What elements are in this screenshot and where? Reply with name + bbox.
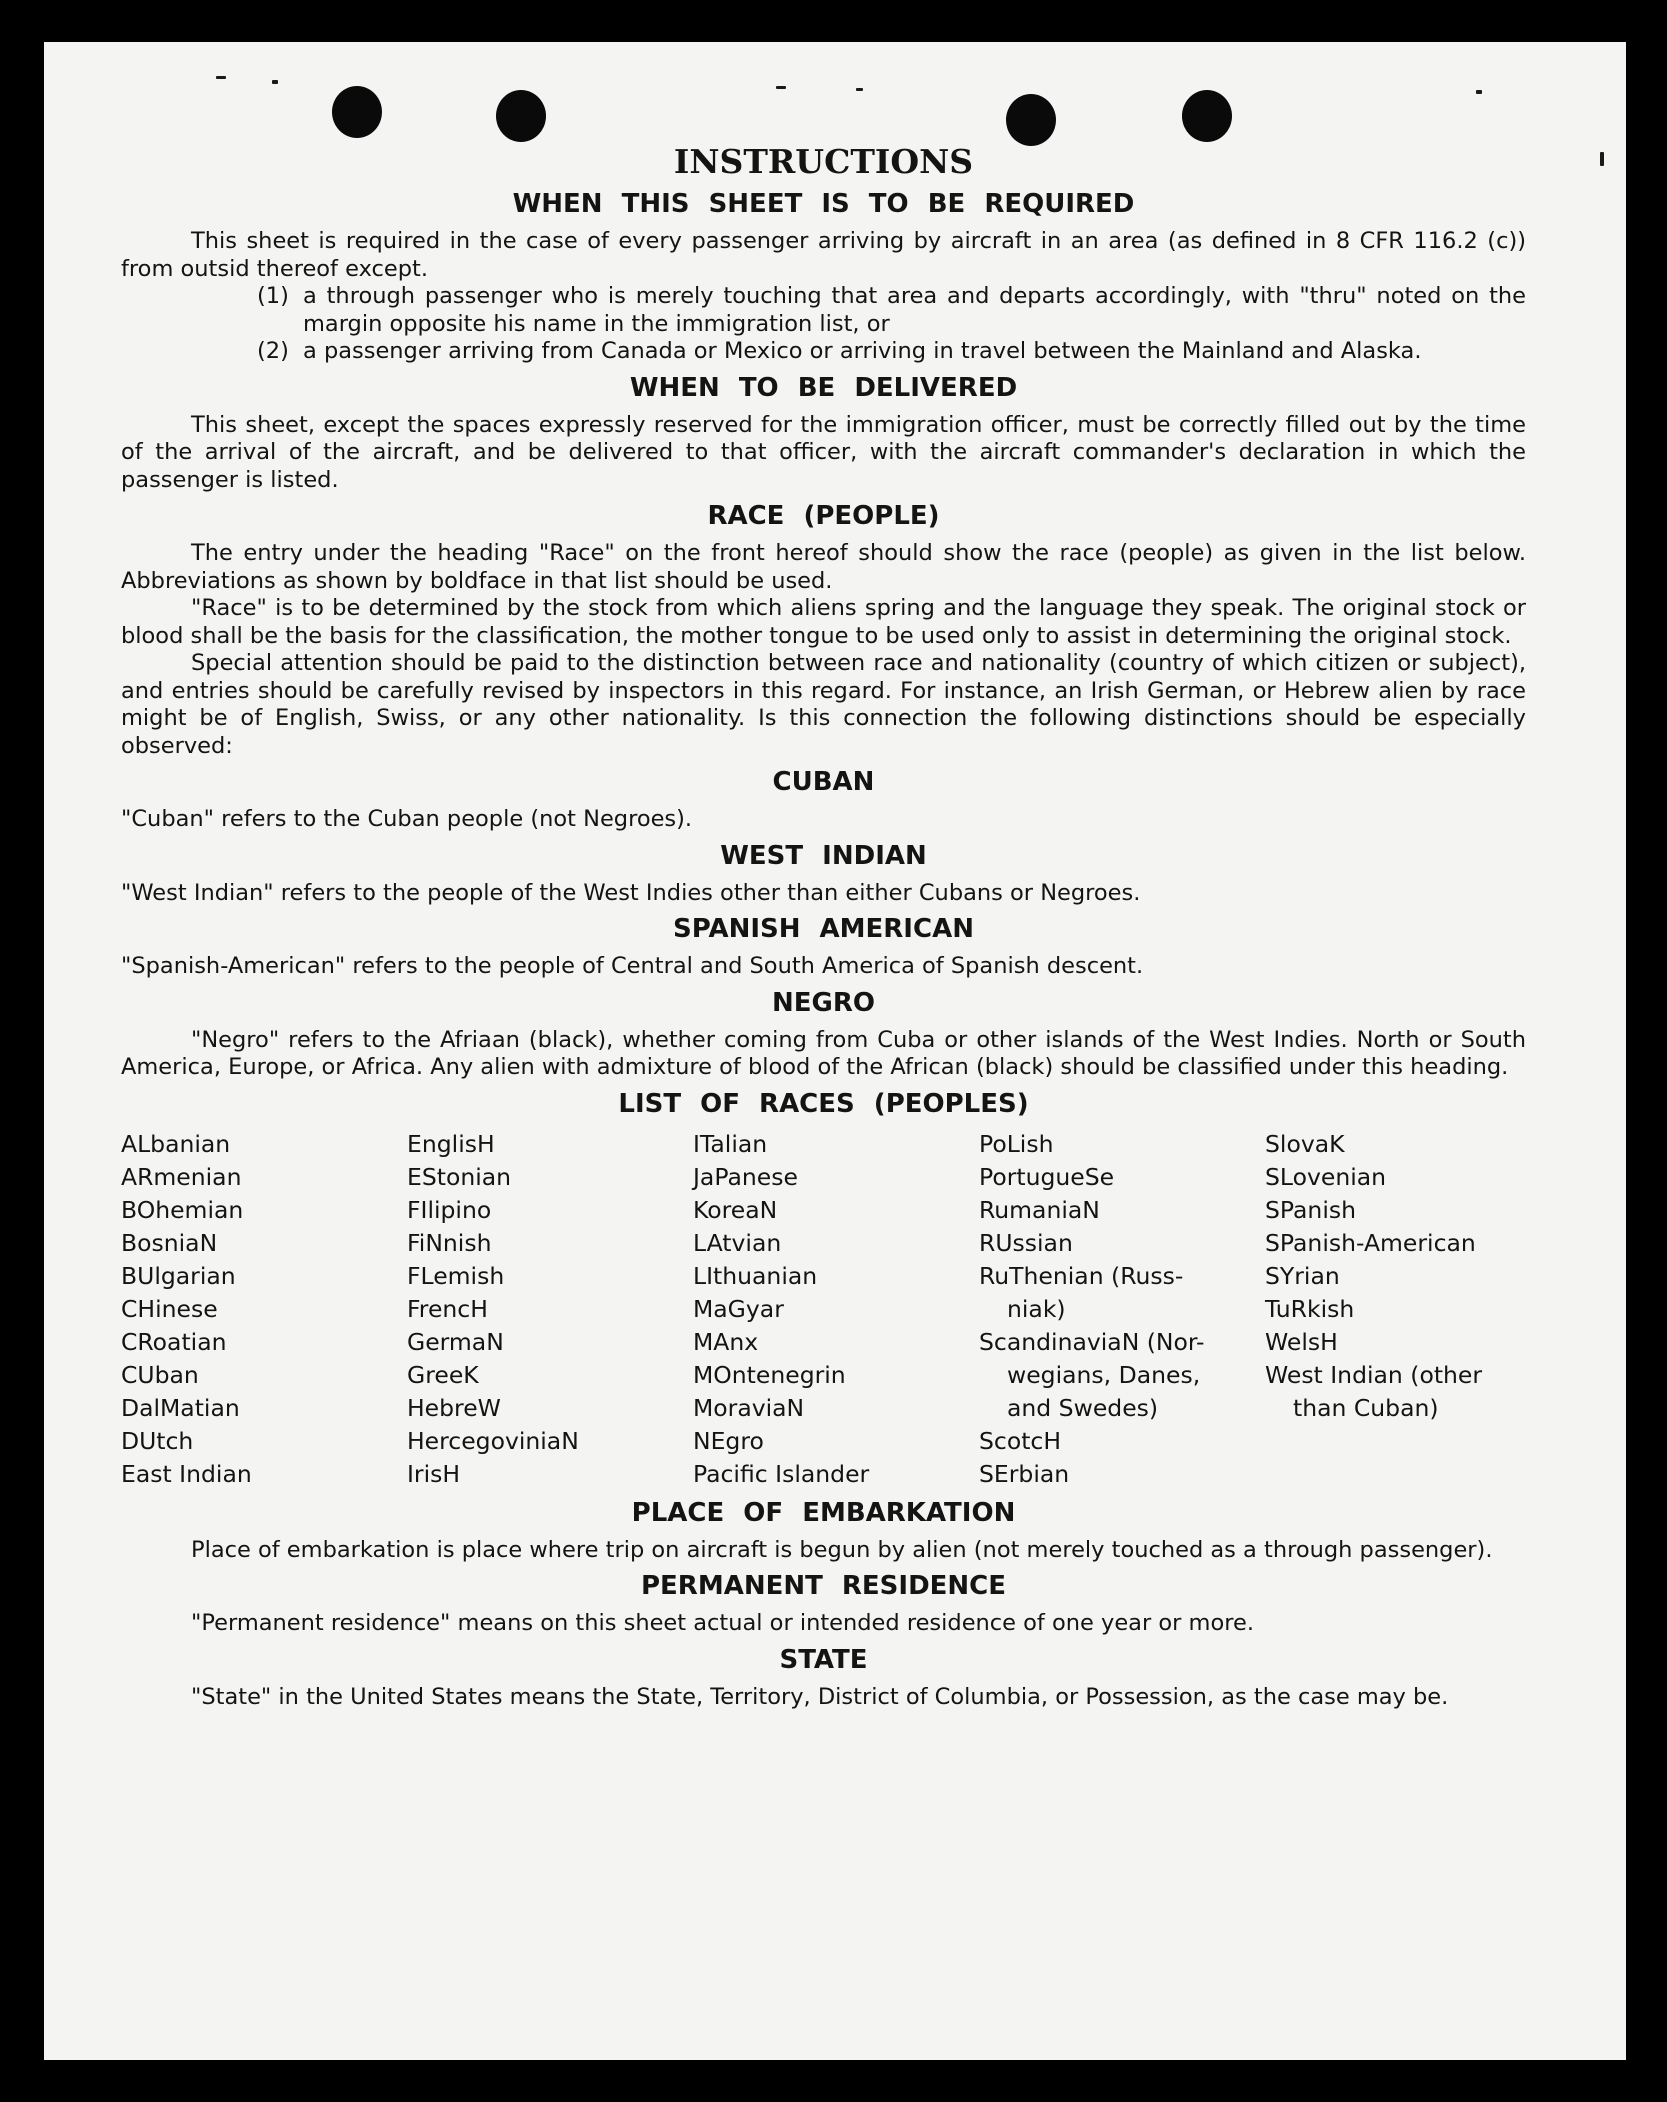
race-entry: LIthuanian bbox=[693, 1261, 818, 1290]
races-column-1 bbox=[121, 1128, 407, 1491]
race-entry: than Cuban) bbox=[1293, 1393, 1439, 1422]
race-entry: Pacific Islander bbox=[693, 1459, 870, 1488]
race-entry: ITalian bbox=[693, 1129, 768, 1158]
races-column-2 bbox=[407, 1128, 693, 1491]
race-entry: wegians, Danes, bbox=[1007, 1360, 1201, 1389]
race-paragraph-2: "Race" is to be determined by the stock from which aliens spring and the language they speak. The original stock or blood shall be the basis for the classification, the mother tongue to be used only to assist in determining the original stock. bbox=[121, 595, 1526, 649]
heading-permanent-residence: PERMANENT RESIDENCE bbox=[640, 1571, 1007, 1601]
races-list bbox=[121, 1128, 1526, 1491]
race-entry: BOhemian bbox=[121, 1195, 244, 1224]
race-entry: CHinese bbox=[121, 1294, 218, 1323]
embarkation-text: Place of embarkation is place where trip on aircraft is begun by alien (not merely touched as a through passenger). bbox=[191, 1536, 1493, 1563]
race-entry: MAnx bbox=[693, 1327, 759, 1356]
heading-spanish-american: SPANISH AMERICAN bbox=[673, 914, 974, 944]
race-entry: ScotcH bbox=[979, 1426, 1062, 1455]
heading-cuban: CUBAN bbox=[772, 767, 875, 797]
race-entry: FrencH bbox=[407, 1294, 488, 1323]
state-text: "State" in the United States means the State, Territory, District of Columbia, or Possession, as the case may be. bbox=[191, 1683, 1449, 1710]
race-entry: RUssian bbox=[979, 1228, 1073, 1257]
race-entry: HebreW bbox=[407, 1393, 501, 1422]
west-indian-text: "West Indian" refers to the people of the West Indies other than either Cubans or Negroes. bbox=[121, 879, 1141, 906]
race-entry: RuThenian (Russ- bbox=[979, 1261, 1184, 1290]
race-entry: IrisH bbox=[407, 1459, 461, 1488]
race-entry: BosniaN bbox=[121, 1228, 218, 1257]
race-entry: FLemish bbox=[407, 1261, 505, 1290]
heading-race: RACE (PEOPLE) bbox=[707, 501, 940, 531]
heading-negro: NEGRO bbox=[772, 987, 875, 1018]
punch-hole bbox=[1006, 94, 1056, 146]
race-entry: SlovaK bbox=[1265, 1129, 1345, 1158]
race-entry: ARmenian bbox=[121, 1162, 242, 1191]
race-entry: KoreaN bbox=[693, 1195, 778, 1224]
race-entry: TuRkish bbox=[1265, 1294, 1355, 1323]
race-entry: SLovenian bbox=[1265, 1162, 1387, 1191]
race-entry: FiNnish bbox=[407, 1228, 492, 1257]
spanish-american-text: "Spanish-American" refers to the people of Central and South America of Spanish descent. bbox=[121, 953, 1144, 979]
race-entry: MaGyar bbox=[693, 1294, 784, 1323]
negro-text: "Negro" refers to the Afriaan (black), whether coming from Cuba or other islands of the West Indies. North or South America, Europe, or Africa. Any alien with admixture of blood of the African (black) should be classified under this heading. bbox=[121, 1026, 1526, 1080]
race-entry: ALbanian bbox=[121, 1129, 231, 1158]
scan-speck bbox=[216, 76, 226, 79]
exception-number: (2) bbox=[257, 338, 289, 364]
race-entry: West Indian (other bbox=[1265, 1360, 1483, 1389]
scan-speck bbox=[1476, 90, 1482, 94]
race-entry: EnglisH bbox=[407, 1129, 495, 1158]
exception-item-1 bbox=[121, 283, 1526, 338]
race-entry: PoLish bbox=[979, 1129, 1054, 1158]
punch-hole bbox=[332, 86, 382, 138]
scan-speck bbox=[1600, 152, 1604, 166]
race-entry: NEgro bbox=[693, 1426, 764, 1455]
races-column-5 bbox=[1265, 1128, 1525, 1491]
heading-state: STATE bbox=[779, 1644, 868, 1675]
race-entry: LAtvian bbox=[693, 1228, 782, 1257]
race-entry: FIlipino bbox=[407, 1195, 492, 1224]
race-paragraph-3: Special attention should be paid to the distinction between race and nationality (country of which citizen or subject), and entries should be carefully revised by inspectors in this regard. For instance, an Irish German, or Hebrew alien by race might be of English, Swiss, or any other nationality. Is this connection the following distinctions should be especially observed: bbox=[121, 650, 1526, 759]
heading-place-of-embarkation: PLACE OF EMBARKATION bbox=[631, 1497, 1016, 1528]
scan-speck bbox=[856, 88, 863, 91]
race-entry: GermaN bbox=[407, 1327, 504, 1356]
race-entry: ScandinaviaN (Nor- bbox=[979, 1327, 1205, 1356]
race-entry: DUtch bbox=[121, 1426, 194, 1455]
race-entry: MoraviaN bbox=[693, 1393, 805, 1422]
scan-speck bbox=[776, 86, 786, 89]
races-column-4 bbox=[979, 1128, 1265, 1491]
heading-when-required: WHEN THIS SHEET IS TO BE REQUIRED bbox=[512, 189, 1135, 219]
race-entry: SErbian bbox=[979, 1459, 1070, 1488]
heading-list-of-races: LIST OF RACES (PEOPLES) bbox=[618, 1088, 1029, 1119]
race-entry: SYrian bbox=[1265, 1261, 1340, 1290]
heading-when-delivered: WHEN TO BE DELIVERED bbox=[629, 372, 1018, 403]
race-entry: SPanish bbox=[1265, 1195, 1356, 1224]
document-sheet bbox=[44, 42, 1626, 2060]
race-entry: GreeK bbox=[407, 1360, 479, 1389]
race-entry: MOntenegrin bbox=[693, 1360, 846, 1389]
race-entry: CRoatian bbox=[121, 1327, 227, 1356]
race-entry: RumaniaN bbox=[979, 1195, 1100, 1224]
race-entry: East Indian bbox=[121, 1459, 252, 1488]
page-title: INSTRUCTIONS bbox=[673, 142, 974, 181]
race-entry: CUban bbox=[121, 1360, 199, 1389]
race-entry: niak) bbox=[1007, 1294, 1066, 1323]
exception-item-2 bbox=[121, 338, 1526, 366]
race-entry: and Swedes) bbox=[1007, 1393, 1159, 1422]
punch-hole bbox=[496, 90, 546, 142]
races-column-3 bbox=[693, 1128, 979, 1491]
residence-text: "Permanent residence" means on this sheet actual or intended residence of one year or more. bbox=[191, 1610, 1254, 1636]
race-entry: JaPanese bbox=[693, 1162, 798, 1191]
race-entry: DalMatian bbox=[121, 1393, 240, 1422]
race-entry: EStonian bbox=[407, 1162, 512, 1191]
delivered-text: This sheet, except the spaces expressly reserved for the immigration officer, must be correctly filled out by the time of the arrival of the aircraft, and be delivered to that officer, with the aircraft commander's declaration in which the passenger is listed. bbox=[121, 411, 1526, 493]
race-entry: WelsH bbox=[1265, 1327, 1338, 1356]
required-intro: This sheet is required in the case of every passenger arriving by aircraft in an area (as defined in 8 CFR 116.2 (c)) from outsid thereof except. bbox=[121, 228, 1526, 282]
race-entry: PortugueSe bbox=[979, 1162, 1115, 1191]
race-entry: BUlgarian bbox=[121, 1261, 236, 1290]
exception-number: (1) bbox=[257, 283, 289, 309]
scan-speck bbox=[272, 80, 278, 84]
punch-hole bbox=[1182, 90, 1232, 142]
instructions-content bbox=[121, 142, 1526, 1711]
exception-text: a passenger arriving from Canada or Mexico or arriving in travel between the Mainland and Alaska. bbox=[303, 338, 1422, 364]
race-paragraph-1: The entry under the heading "Race" on the front hereof should show the race (people) as given in the list below. Abbreviations as shown by boldface in that list should be used. bbox=[121, 540, 1526, 594]
exception-text: a through passenger who is merely touching that area and departs accordingly, with "thru" noted on the margin opposite his name in the immigration list, or bbox=[303, 283, 1526, 337]
race-entry: HercegoviniaN bbox=[407, 1426, 579, 1455]
heading-west-indian: WEST INDIAN bbox=[720, 840, 927, 871]
cuban-text: "Cuban" refers to the Cuban people (not Negroes). bbox=[121, 806, 693, 832]
race-entry: SPanish-American bbox=[1265, 1228, 1476, 1257]
